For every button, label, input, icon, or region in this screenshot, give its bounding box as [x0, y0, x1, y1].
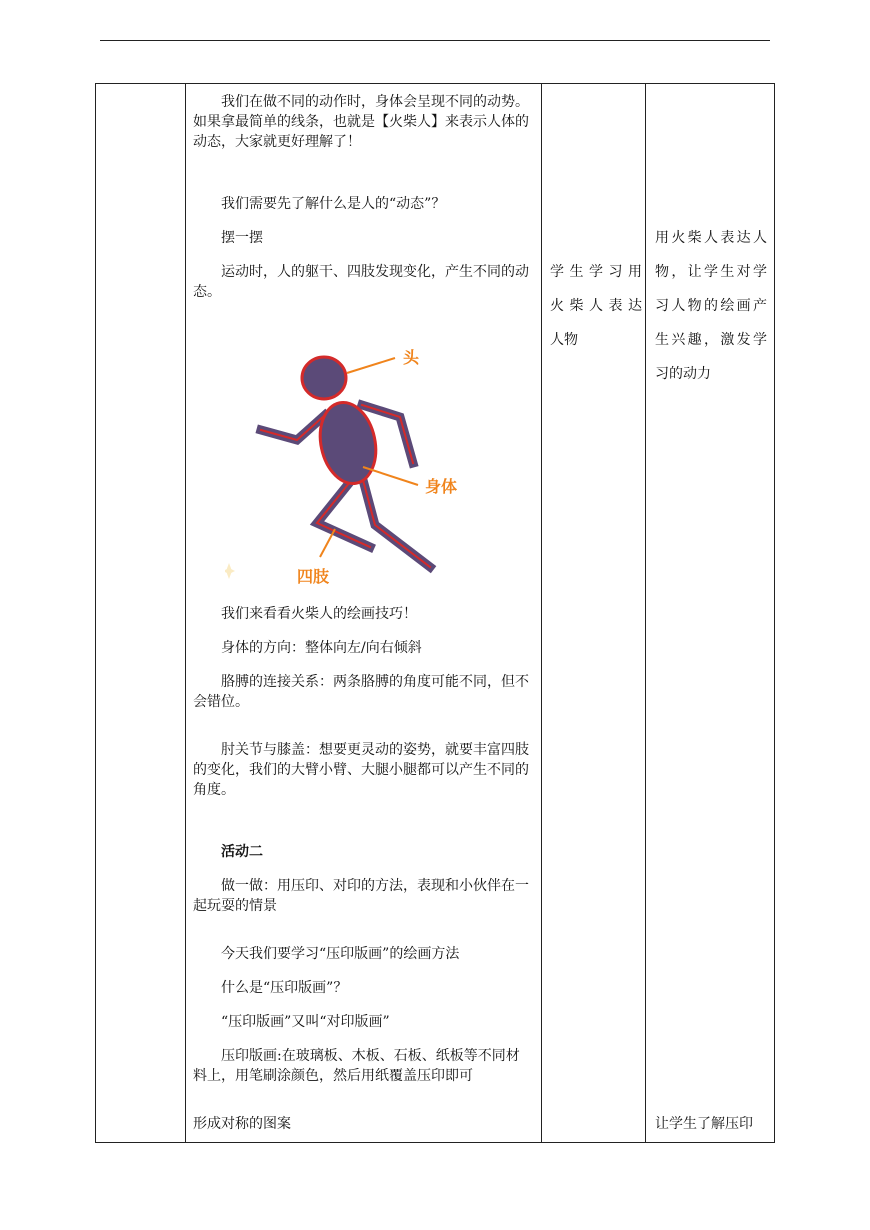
sparkle-icon — [225, 563, 235, 579]
paragraph: 做一做：用压印、对印的方法，表现和小伙伴在一起玩耍的情景 — [193, 878, 529, 914]
header-rule — [100, 40, 770, 41]
column-divider — [645, 84, 646, 1142]
paragraph: 肘关节与膝盖：想要更灵动的姿势，就要丰富四肢的变化，我们的大臂小臂、大腿小腿都可以产生不同的角度。 — [193, 742, 529, 798]
column-divider — [541, 84, 542, 1142]
limbs-pointer-line — [320, 529, 335, 557]
paragraph: 身体的方向：整体向左/向右倾斜 — [221, 640, 422, 656]
paragraph: 摆一摆 — [221, 230, 263, 246]
stick-figure-illustration — [225, 335, 475, 590]
paragraph: 我们来看看火柴人的绘画技巧！ — [221, 606, 417, 622]
activity-heading: 活动二 — [221, 844, 263, 860]
body-label: 身体 — [425, 477, 458, 496]
intent-line: 习人物的绘画产 — [655, 298, 767, 314]
paragraph: 运动时，人的躯干、四肢发现变化，产生不同的动态。 — [193, 264, 529, 300]
limbs-label: 四肢 — [297, 567, 330, 586]
head-pointer-line — [347, 358, 395, 373]
student-line: 学生学习用 — [550, 264, 642, 280]
paragraph: 我们需要先了解什么是人的“动态”？ — [221, 196, 446, 212]
column-divider — [185, 84, 186, 1142]
intent-line: 习的动力 — [655, 366, 711, 382]
paragraph: 什么是“压印版画”？ — [221, 980, 348, 996]
paragraph: 胳膊的连接关系：两条胳膊的角度可能不同，但不会错位。 — [193, 674, 529, 710]
intent-line: 让学生了解压印 — [655, 1116, 753, 1132]
paragraph: 压印版画:在玻璃板、木板、石板、纸板等不同材料上，用笔刷涂颜色，然后用纸覆盖压印即可 — [193, 1048, 520, 1084]
paragraph: 形成对称的图案 — [193, 1116, 291, 1132]
head-label: 头 — [403, 348, 420, 367]
intent-line: 生兴趣，激发学 — [655, 332, 767, 348]
paragraph: “压印版画”又叫“对印版画” — [221, 1014, 390, 1030]
lesson-table — [95, 83, 775, 1143]
head-shape — [302, 357, 346, 399]
intent-line: 用火柴人表达人 — [655, 230, 767, 246]
student-line: 火柴人表达 — [550, 298, 642, 314]
paragraph: 今天我们要学习“压印版画”的绘画方法 — [221, 946, 460, 962]
student-line: 人物 — [550, 332, 578, 348]
body-pointer-line — [363, 467, 418, 485]
paragraph: 我们在做不同的动作时，身体会呈现不同的动势。如果拿最简单的线条，也就是【火柴人】来表示人体的动态，大家就更好理解了！ — [193, 94, 529, 150]
intent-line: 物，让学生对学 — [655, 264, 767, 280]
